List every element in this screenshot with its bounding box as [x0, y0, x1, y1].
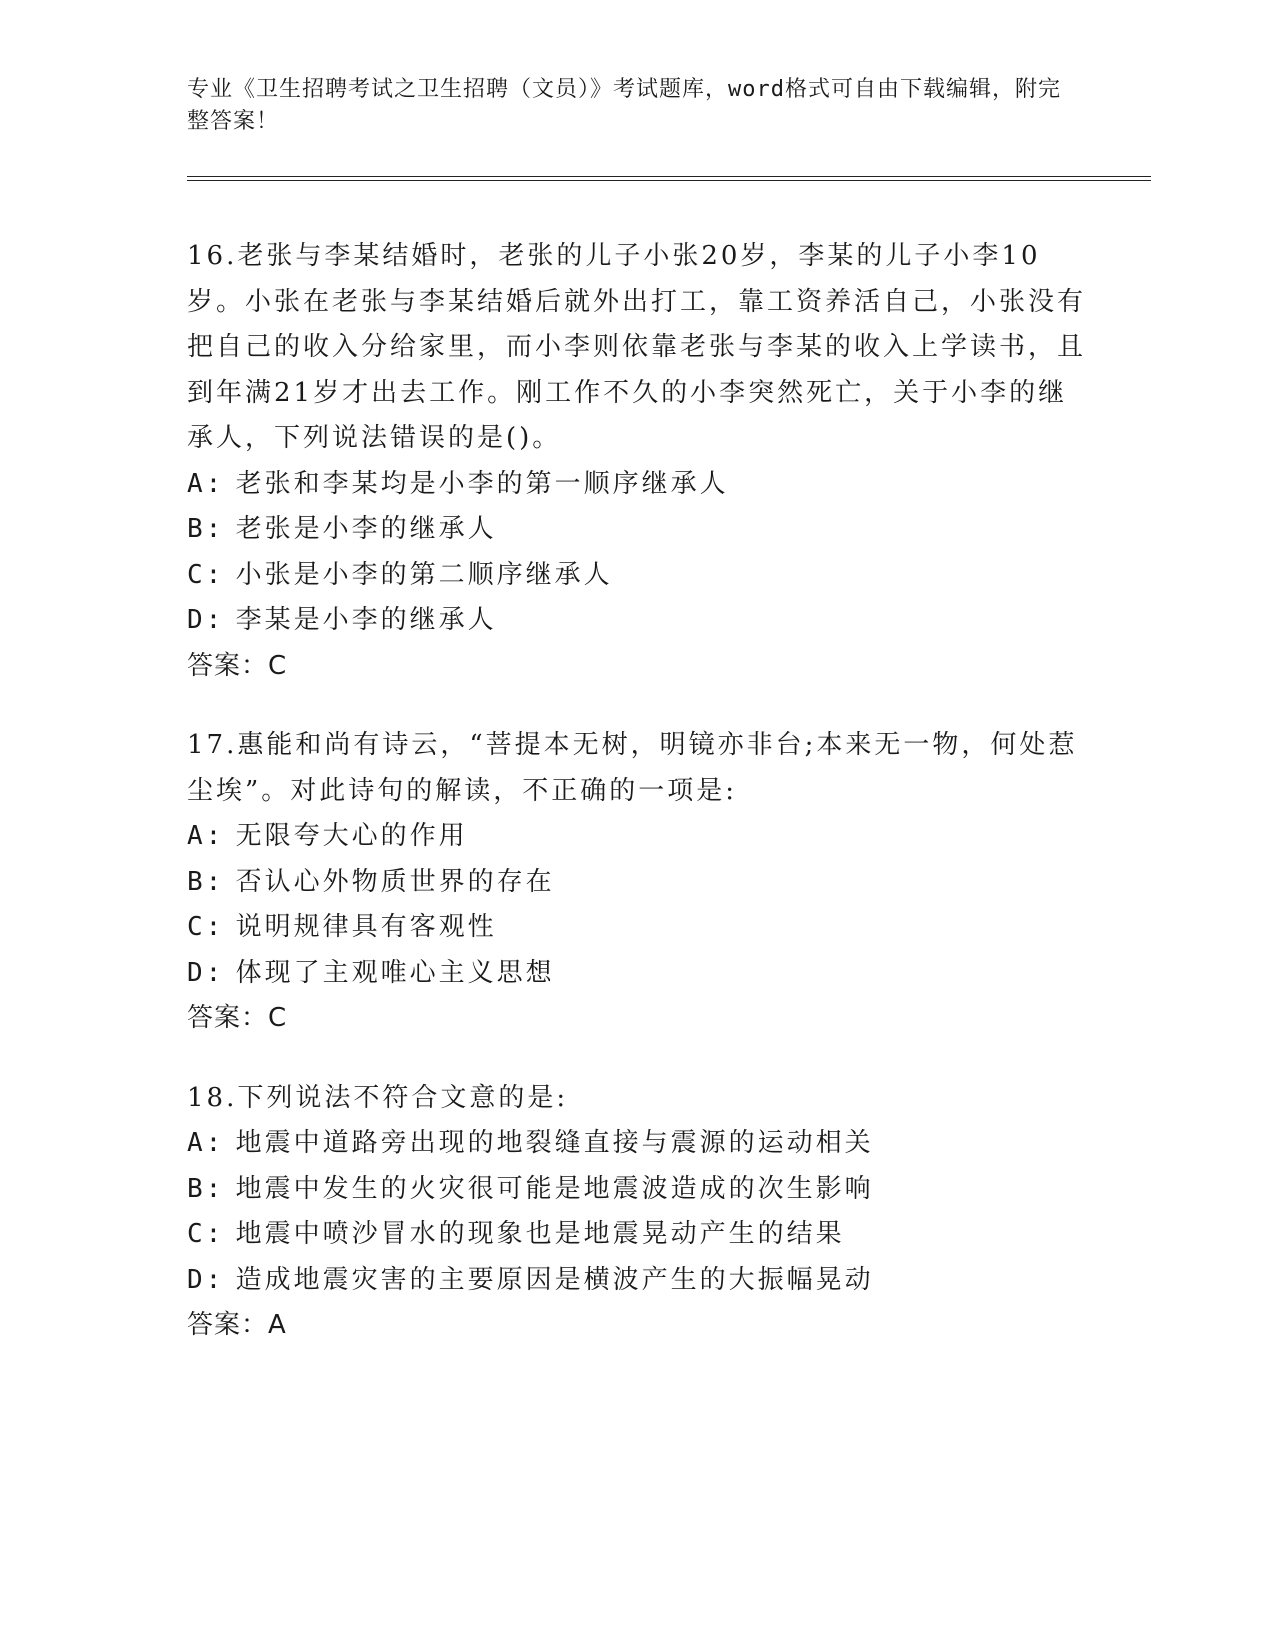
answer-line: 答案：C: [187, 650, 288, 681]
option-text: 小张是小李的第二顺序继承人: [235, 559, 613, 590]
option-a: [187, 814, 1087, 860]
option-key: C:: [187, 912, 225, 942]
option-key: C:: [187, 1219, 225, 1249]
option-key: C:: [187, 559, 225, 590]
question-stem: 18.下列说法不符合文意的是:: [187, 1082, 569, 1113]
answer-line: 答案：C: [187, 1003, 288, 1033]
header-divider: [187, 176, 1151, 181]
option-d: [187, 951, 1087, 997]
question-stem: 17.惠能和尚有诗云，“菩提本无树，明镜亦非台;本来无一物，何处惹尘埃”。对此诗句的解读，不正确的一项是:: [187, 730, 1078, 806]
option-key: D:: [187, 605, 225, 635]
option-d: [187, 598, 1087, 644]
option-key: A:: [187, 468, 225, 499]
option-key: A:: [187, 821, 225, 851]
option-key: D:: [187, 957, 225, 988]
option-text: 体现了主观唯心主义思想: [235, 957, 555, 988]
option-b: [187, 860, 1087, 906]
option-text: 造成地震灾害的主要原因是横波产生的大振幅晃动: [235, 1264, 874, 1295]
option-text: 说明规律具有客观性: [235, 912, 497, 942]
option-a: [187, 1121, 1087, 1167]
option-c: [187, 1212, 1087, 1258]
document-header: 专业《卫生招聘考试之卫生招聘（文员）》考试题库，word格式可自由下载编辑，附完整答案！: [187, 77, 1061, 134]
option-text: 无限夸大心的作用: [235, 821, 468, 851]
question-17: [187, 723, 1087, 1042]
option-d: [187, 1258, 1087, 1304]
option-a: [187, 462, 1087, 508]
option-key: B:: [187, 1173, 225, 1204]
option-text: 地震中道路旁出现的地裂缝直接与震源的运动相关: [235, 1128, 874, 1158]
option-text: 老张是小李的继承人: [235, 514, 497, 544]
option-text: 地震中喷沙冒水的现象也是地震晃动产生的结果: [235, 1219, 845, 1249]
option-key: A:: [187, 1128, 225, 1158]
question-stem: 16.老张与李某结婚时，老张的儿子小张20岁，李某的儿子小李10岁。小张在老张与李某结婚后就外出打工，靠工资养活自己，小张没有把自己的收入分给家里，而小李则依靠老张与李某的收入上学读书，且到年满21岁才出去工作。刚工作不久的小李突然死亡，关于小李的继承人，下列说法错误的是()。: [187, 241, 1087, 453]
question-list: [187, 234, 1087, 1383]
question-16: [187, 234, 1087, 689]
option-text: 李某是小李的继承人: [235, 605, 497, 635]
option-text: 老张和李某均是小李的第一顺序继承人: [235, 468, 729, 499]
option-c: [187, 905, 1087, 951]
answer-line: 答案：A: [187, 1310, 287, 1340]
option-c: [187, 553, 1087, 599]
option-text: 否认心外物质世界的存在: [235, 866, 555, 897]
question-18: [187, 1076, 1087, 1349]
option-key: D:: [187, 1264, 225, 1295]
option-key: B:: [187, 514, 225, 544]
option-b: [187, 1167, 1087, 1213]
option-b: [187, 507, 1087, 553]
option-text: 地震中发生的火灾很可能是地震波造成的次生影响: [235, 1173, 874, 1204]
option-key: B:: [187, 866, 225, 897]
